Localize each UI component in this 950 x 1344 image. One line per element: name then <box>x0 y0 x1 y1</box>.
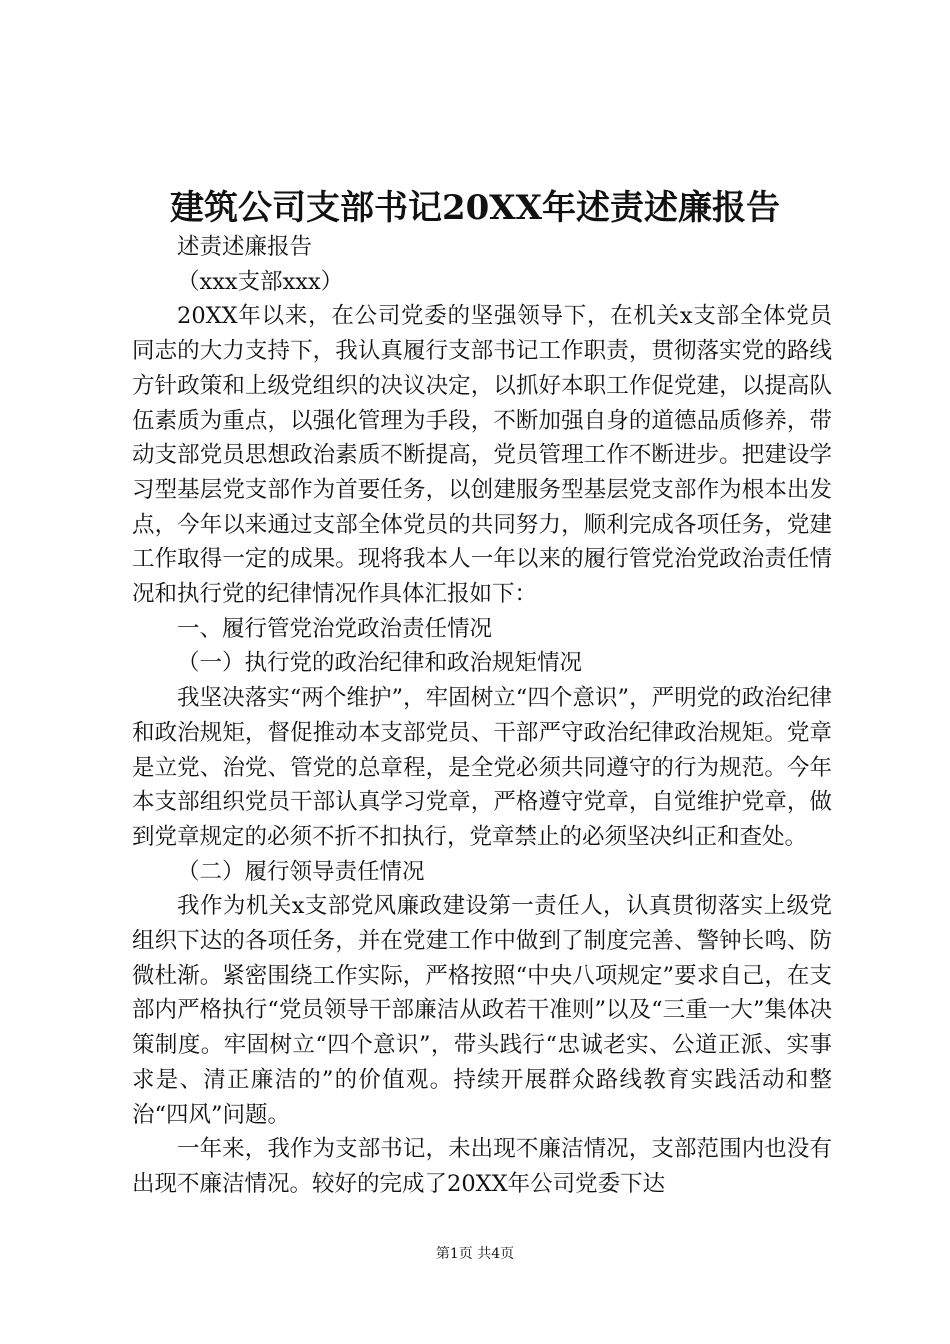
paragraph-integrity-summary: 一年来，我作为支部书记，未出现不廉洁情况，支部范围内也没有出现不廉洁情况。较好的完成了20XX年公司党委下达 <box>132 1136 832 1197</box>
subsection-heading-2: （二）履行领导责任情况 <box>177 858 425 885</box>
paragraph-political-discipline: 我坚决落实“两个维护”，牢固树立“四个意识”，严明党的政治纪律和政治规矩，督促推动本支部党员、干部严守政治纪律政治规矩。党章是立党、治党、管党的总章程，是全党必须共同遵守的行为规范。今年本支部组织党员干部认真学习党章，严格遵守党章，自觉维护党章，做到党章规定的必须不折不扣执行，党章禁止的必须坚决纠正和查处。 <box>132 685 832 850</box>
subsection-heading-1: （一）执行党的政治纪律和政治规矩情况 <box>177 650 583 677</box>
section-heading-1: 一、履行管党治党政治责任情况 <box>177 615 493 642</box>
page-footer: 第1页 共4页 <box>435 1246 515 1262</box>
report-heading: 述责述廉报告 <box>177 234 313 260</box>
paragraph-leadership-duty: 我作为机关x支部党风廉政建设第一责任人，认真贯彻落实上级党组织下达的各项任务，并在党建工作中做到了制度完善、警钟长鸣、防微杜渐。紧密围绕工作实际，严格按照“中央八项规定”要求自己，在支部内严格执行“党员领导干部廉洁从政若干准则”以及“三重一大”集体决策制度。牢固树立“四个意识”，带头践行“忠诚老实、公道正派、实事求是、清正廉洁的”的价值观。持续开展群众路线教育实践活动和整治“四风”问题。 <box>132 893 832 1128</box>
document-title: 建筑公司支部书记20XX年述责述廉报告 <box>169 188 781 228</box>
author-line: （xxx支部xxx） <box>177 268 344 295</box>
intro-paragraph: 20XX年以来，在公司党委的坚强领导下，在机关x支部全体党员同志的大力支持下，我认真履行支部书记工作职责，贯彻落实党的路线方针政策和上级党组织的决议决定，以抓好本职工作促党建，以提高队伍素质为重点，以强化管理为手段，不断加强自身的道德品质修养，带动支部党员思想政治素质不断提高，党员管理工作不断进步。把建设学习型基层党支部作为首要任务，以创建服务型基层党支部作为根本出发点，今年以来通过支部全体党员的共同努力，顺利完成各项任务，党建工作取得一定的成果。现将我本人一年以来的履行管党治党政治责任情况和执行党的纪律情况作具体汇报如下： <box>132 303 832 608</box>
document-body <box>132 230 832 1202</box>
